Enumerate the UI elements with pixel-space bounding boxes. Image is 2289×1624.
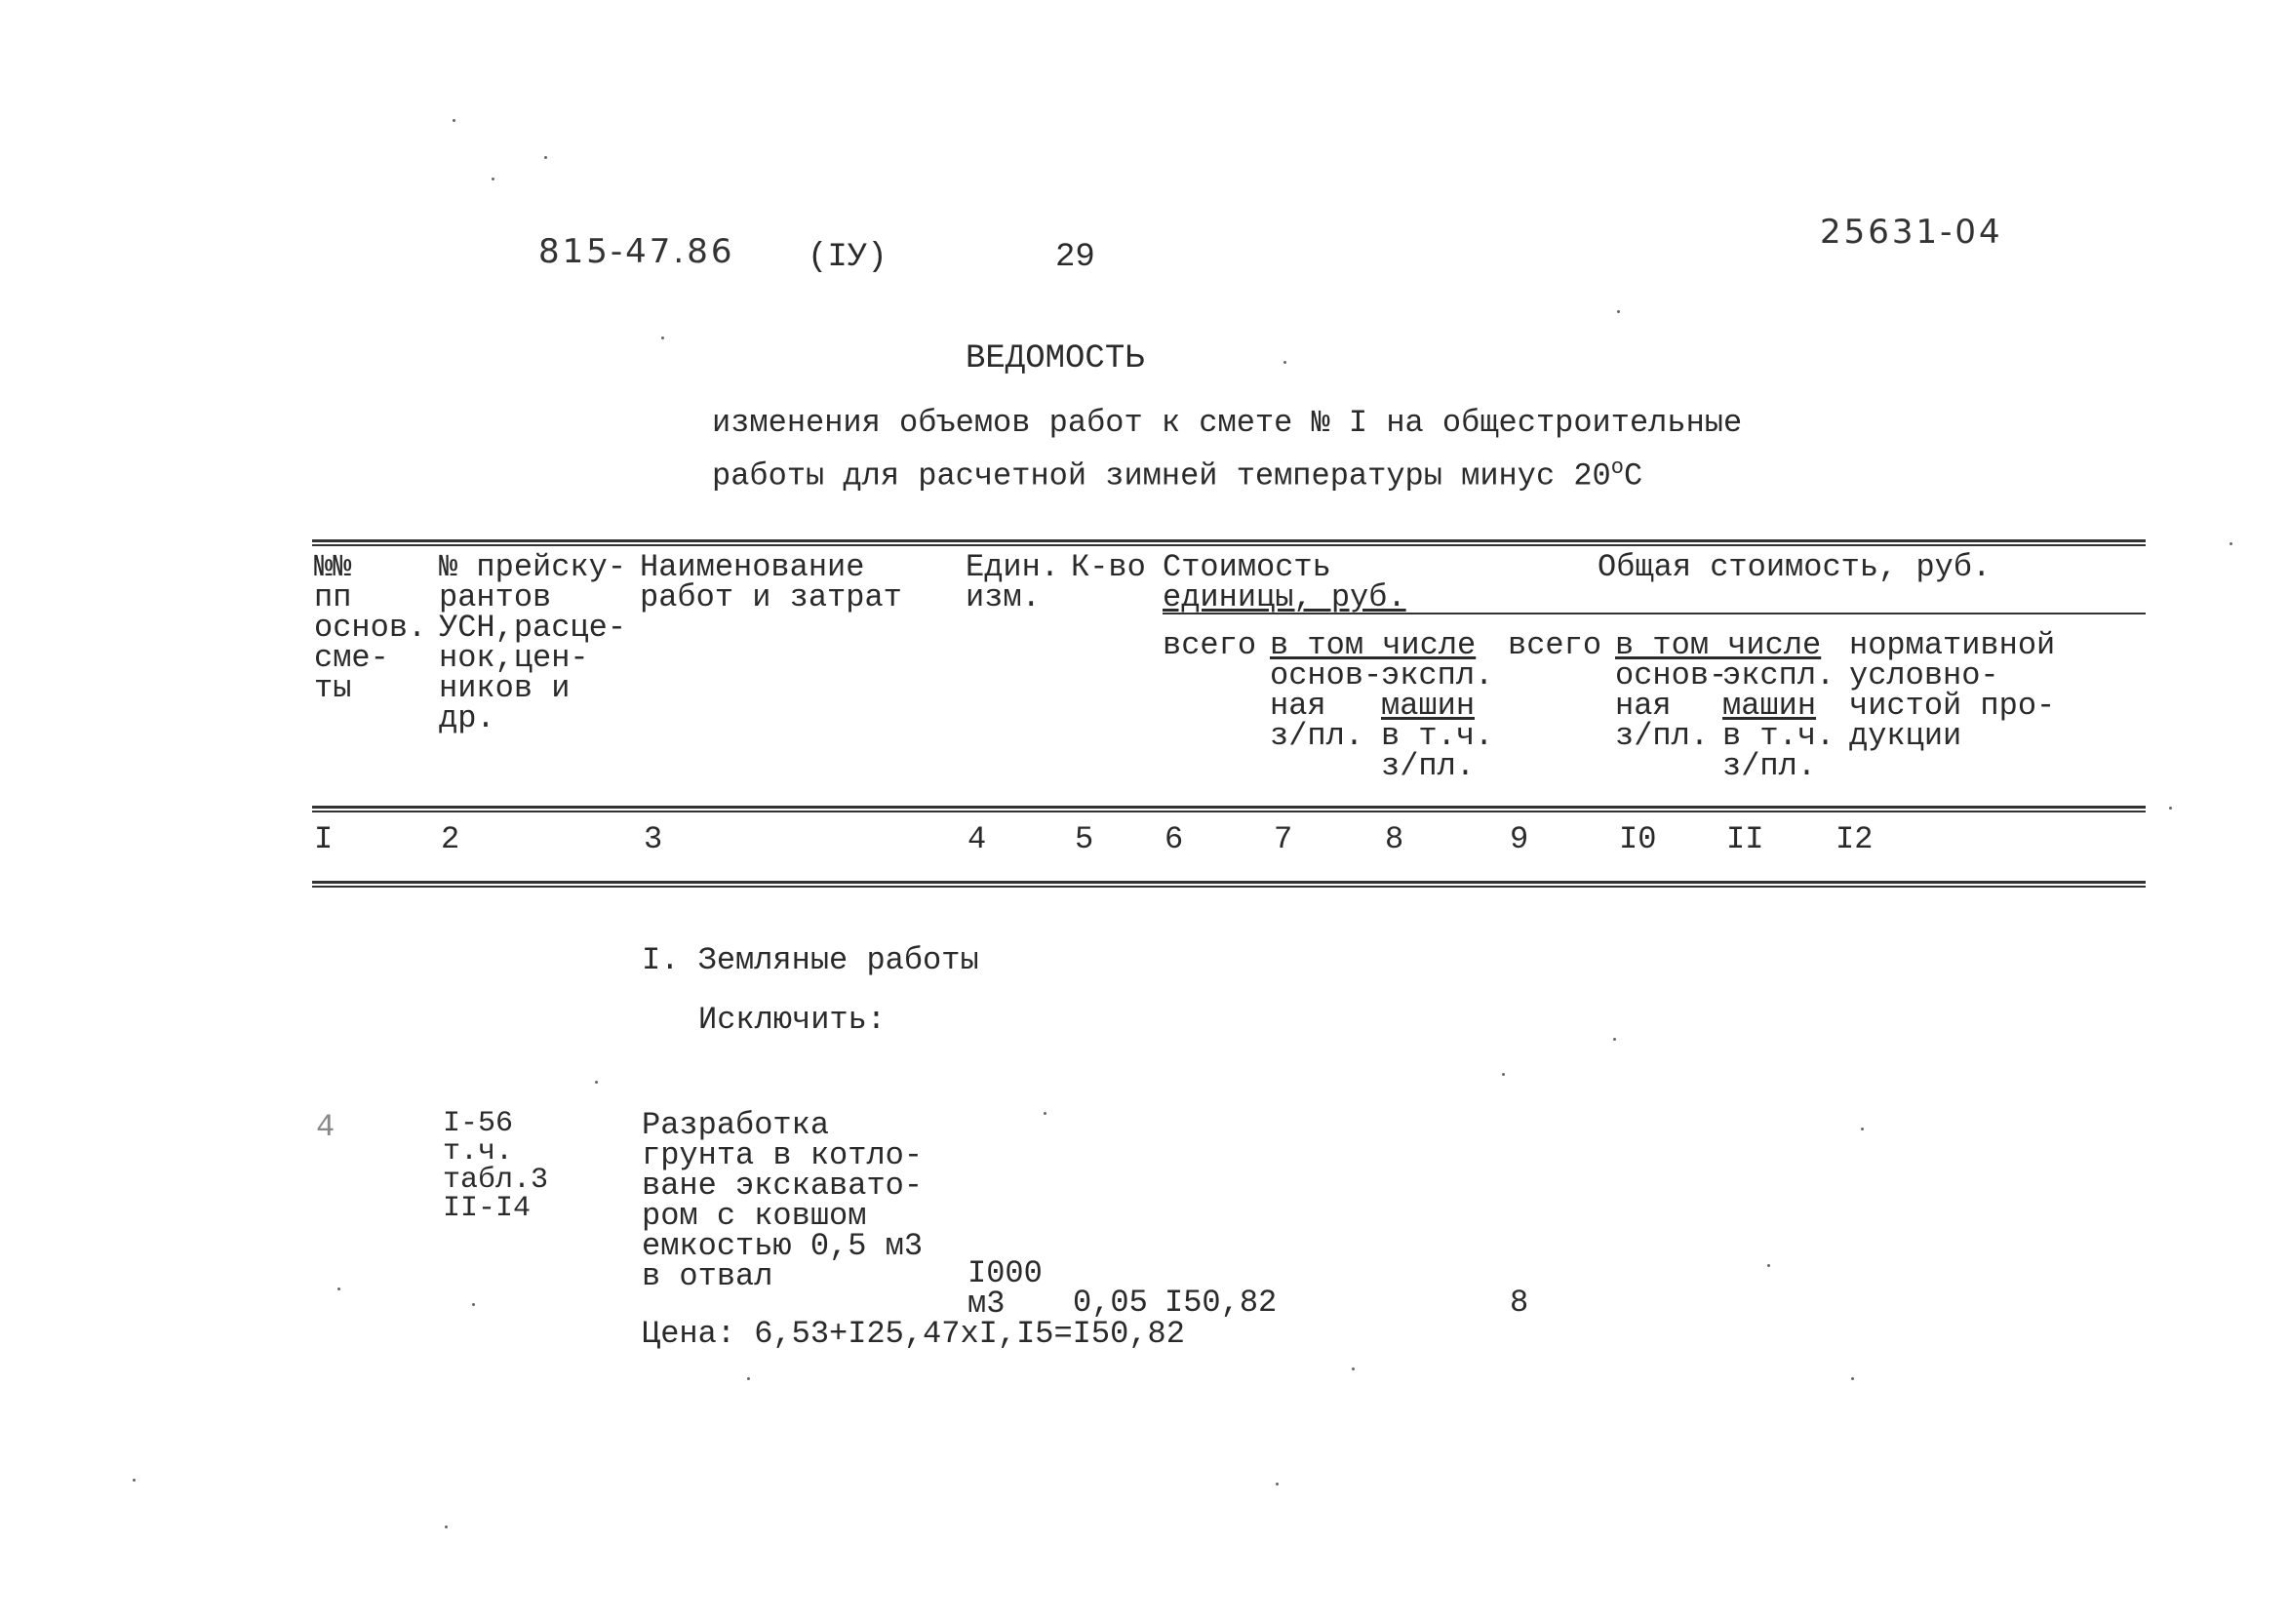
row-unit: I000 м3 xyxy=(967,1255,1043,1322)
section-title: I. Земляные работы xyxy=(642,942,979,978)
row-price-list-code: I-56 т.ч. табл.3 II-I4 xyxy=(443,1107,549,1225)
scan-speck xyxy=(445,1525,448,1528)
header-total-total: всего xyxy=(1508,627,1602,663)
scan-speck xyxy=(2169,807,2172,810)
row-price-formula: Цена: 6,53+I25,47xI,I5=I50,82 xyxy=(642,1316,1185,1352)
scan-speck xyxy=(492,178,494,180)
column-number: 3 xyxy=(644,821,663,857)
column-number: 7 xyxy=(1274,821,1293,857)
header-row-number: №№ пп основ. сме- ты xyxy=(314,549,427,706)
column-number: II xyxy=(1726,821,1764,857)
header-unit-cost: Стоимость xyxy=(1163,549,1331,585)
header-total-cost: Общая стоимость, руб. xyxy=(1598,549,1992,585)
header-bottom-rule xyxy=(312,806,2146,809)
header-unit: Един. изм. xyxy=(966,549,1060,615)
scan-speck xyxy=(1502,1073,1505,1076)
scan-speck xyxy=(2230,542,2232,545)
scan-speck xyxy=(595,1081,598,1084)
scan-speck xyxy=(1767,1264,1770,1267)
column-number: I xyxy=(314,821,334,857)
scan-speck xyxy=(661,337,664,339)
header-total-machines-wage: в т.ч. з/пл. xyxy=(1722,718,1835,784)
document-title: ВЕДОМОСТЬ xyxy=(966,340,1145,377)
scan-speck xyxy=(544,156,547,159)
scan-speck xyxy=(337,1287,340,1290)
column-number: I0 xyxy=(1619,821,1657,857)
scan-speck xyxy=(1352,1367,1355,1370)
degree-sign: о xyxy=(1610,456,1624,480)
doc-code: 815-47.86 xyxy=(538,232,735,271)
numbers-bottom-rule-2 xyxy=(312,886,2146,888)
scan-speck xyxy=(1861,1128,1864,1130)
header-unit-including: в том числе xyxy=(1270,627,1477,663)
column-number: 2 xyxy=(441,821,460,857)
row-unit-price: I50,82 xyxy=(1164,1285,1278,1321)
header-unit-total: всего xyxy=(1163,627,1257,663)
column-number: I2 xyxy=(1835,821,1874,857)
scan-speck xyxy=(1283,361,1286,364)
header-total-basic-wage: основ- ная з/пл. xyxy=(1615,657,1728,754)
scan-speck xyxy=(1617,310,1620,313)
header-unit-operation: экспл. xyxy=(1381,657,1494,693)
scan-speck xyxy=(1276,1483,1279,1485)
header-normative-production: нормативной условно- чистой про- дукции xyxy=(1849,627,2056,754)
title-line-1: изменения объемов работ к смете № I на общестроительные xyxy=(712,405,1743,441)
header-total-machines: машин xyxy=(1722,688,1817,724)
scan-speck xyxy=(453,119,455,122)
volume-label: (IУ) xyxy=(808,239,888,276)
row-description: Разработка грунта в котло- ване экскавато- ром с ковшом емкостью 0,5 м3 в отвал xyxy=(642,1107,924,1294)
header-work-name: Наименование работ и затрат xyxy=(640,549,902,615)
header-bottom-rule-2 xyxy=(312,811,2146,812)
row-quantity: 0,05 xyxy=(1073,1285,1148,1321)
section-action: Исключить: xyxy=(698,1002,887,1038)
header-unit-basic-wage: основ- ная з/пл. xyxy=(1270,657,1383,754)
scan-speck xyxy=(133,1479,136,1482)
header-price-list: № прейску- рантов УСН,расце- нок,цен- ников и др. xyxy=(439,549,627,736)
inventory-number: 25631-04 xyxy=(1820,213,2003,252)
scan-speck xyxy=(1851,1377,1854,1380)
header-unit-cost-sub: единицы, руб. xyxy=(1163,579,1406,615)
column-number: 5 xyxy=(1075,821,1094,857)
header-total-operation: экспл. xyxy=(1722,657,1835,693)
row-number: 4 xyxy=(316,1109,335,1145)
title-line-2-text: работы для расчетной зимней температуры минус 20 xyxy=(712,457,1611,495)
column-number: 6 xyxy=(1164,821,1184,857)
scan-speck xyxy=(747,1377,750,1380)
table-top-rule xyxy=(312,539,2146,542)
table-top-rule-2 xyxy=(312,544,2146,546)
column-number: 9 xyxy=(1510,821,1529,857)
scan-speck xyxy=(1044,1112,1046,1115)
row-total-cost: 8 xyxy=(1510,1285,1529,1321)
header-unit-machines: машин xyxy=(1381,688,1476,724)
scan-speck xyxy=(1613,1038,1616,1041)
column-number: 8 xyxy=(1385,821,1404,857)
title-line-2 xyxy=(712,453,1643,495)
page-number: 29 xyxy=(1055,239,1095,276)
column-number: 4 xyxy=(967,821,987,857)
header-unit-machines-wage: в т.ч. з/пл. xyxy=(1381,718,1494,784)
scan-speck xyxy=(472,1303,475,1306)
header-total-including: в том числе xyxy=(1615,627,1822,663)
header-quantity: К-во xyxy=(1071,549,1146,585)
numbers-bottom-rule xyxy=(312,881,2146,884)
temperature-unit: С xyxy=(1623,457,1643,495)
